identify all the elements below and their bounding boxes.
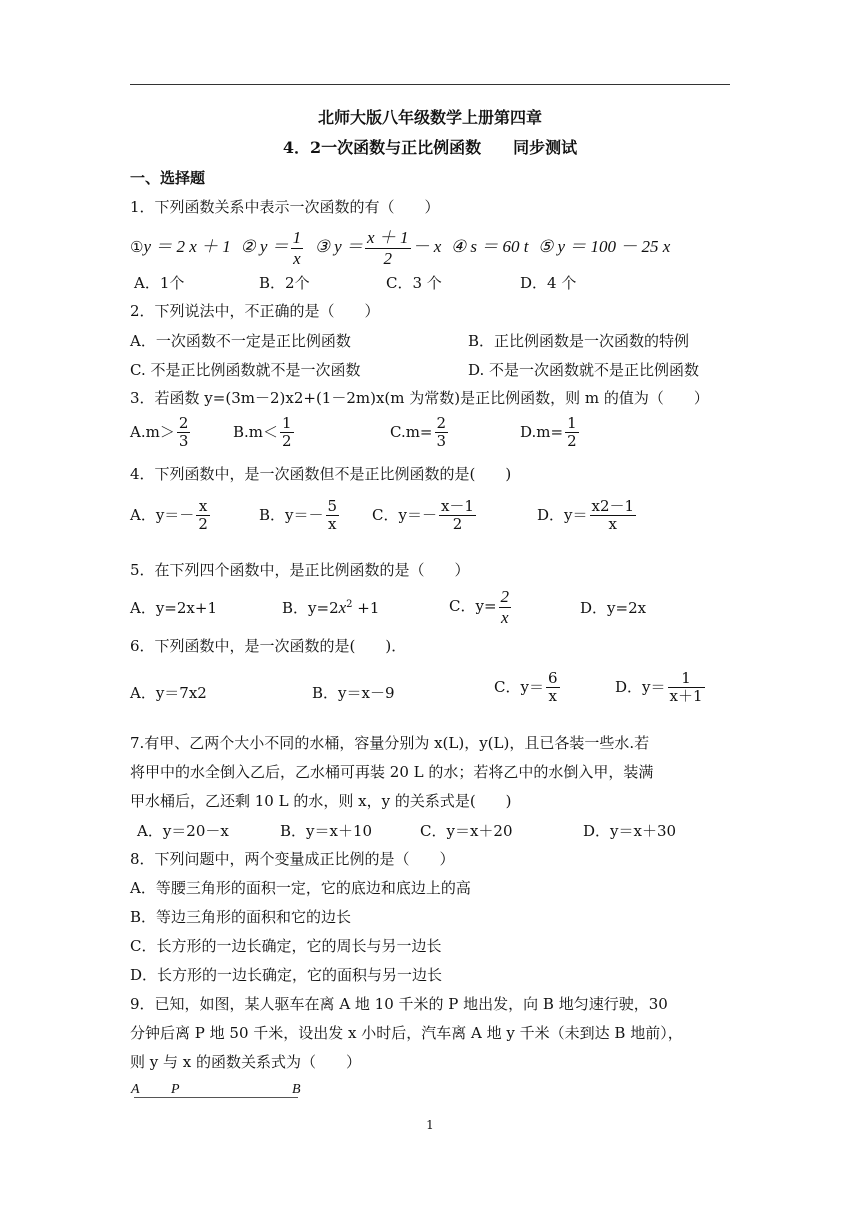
q1-f1-prefix: ① bbox=[130, 238, 144, 257]
q6-option-c bbox=[494, 670, 562, 706]
q1-f3-den: 2 bbox=[365, 248, 411, 269]
q4-b-den: x bbox=[326, 515, 340, 533]
q3-stem: 3．若函数 y=(3m－2)x2+(1－2m)x(m 为常数)是正比例函数，则 m 的值为（ ） bbox=[130, 389, 709, 407]
q5-b-suffix: +1 bbox=[352, 599, 380, 617]
q2-option-c: C. 不是正比例函数就不是一次函数 bbox=[130, 361, 361, 379]
q4-c-num: x－1 bbox=[440, 497, 474, 515]
q4-b-fraction bbox=[326, 498, 340, 534]
doc-subtitle: 4．2一次函数与正比例函数 同步测试 bbox=[282, 138, 578, 157]
q9-figure-label-p: P bbox=[171, 1082, 180, 1097]
q6-d-prefix: D．y＝ bbox=[615, 677, 666, 696]
q5-c-num: 2 bbox=[500, 587, 510, 606]
q3-d-num: 1 bbox=[567, 414, 577, 432]
q5-option-a: A．y=2x+1 bbox=[130, 599, 217, 617]
q3-d-fraction bbox=[565, 415, 579, 451]
q9-line-1: 9．已知，如图，某人驱车在离 A 地 10 千米的 P 地出发，向 B 地匀速行驶，30 bbox=[130, 995, 668, 1013]
q3-c-num: 2 bbox=[436, 414, 447, 432]
q1-option-b: B．2个 bbox=[259, 274, 310, 292]
q3-c-den: 3 bbox=[436, 432, 447, 451]
q6-stem: 6．下列函数中，是一次函数的是( )． bbox=[130, 637, 407, 655]
section-heading: 一、选择题 bbox=[130, 169, 206, 187]
q3-b-den: 2 bbox=[282, 432, 292, 451]
q3-a-den: 3 bbox=[178, 432, 189, 451]
q4-a-fraction bbox=[196, 498, 210, 534]
q4-stem: 4．下列函数中，是一次函数但不是正比例函数的是( ) bbox=[130, 465, 512, 483]
q7-line-2: 将甲中的水全倒入乙后，乙水桶可再装 20 L 的水；若将乙中的水倒入甲，装满 bbox=[130, 763, 654, 781]
q7-option-a: A．y＝20－x bbox=[137, 822, 229, 840]
q1-f4: ④ s ＝ 60 t bbox=[450, 237, 529, 257]
q4-b-prefix: B．y＝－ bbox=[259, 505, 324, 524]
q5-c-prefix: C．y= bbox=[449, 597, 497, 616]
q4-d-den: x bbox=[590, 515, 637, 533]
q1-f1: y ＝ 2 x ＋ 1 bbox=[143, 237, 231, 257]
q1-f3-num: x ＋ 1 bbox=[366, 228, 409, 247]
q4-a-prefix: A．y＝－ bbox=[130, 505, 195, 524]
q6-d-den: x＋1 bbox=[669, 687, 703, 706]
q6-option-d bbox=[615, 670, 707, 706]
q3-option-a bbox=[130, 415, 192, 451]
q2-option-d: D. 不是一次函数就不是正比例函数 bbox=[468, 361, 700, 379]
q5-option-b bbox=[282, 597, 379, 618]
q7-option-b: B．y＝x＋10 bbox=[280, 822, 373, 840]
q7-line-1: 7.有甲、乙两个大小不同的水桶，容量分别为 x(L)，y(L)，且已各装一些水.若 bbox=[130, 734, 650, 752]
q5-stem: 5．在下列四个函数中，是正比例函数的是（ ） bbox=[130, 561, 470, 579]
q2-option-b: B．正比例函数是一次函数的特例 bbox=[468, 332, 690, 350]
q4-d-fraction bbox=[590, 498, 637, 534]
q9-figure-label-a: A bbox=[131, 1082, 140, 1097]
q3-c-prefix: C.m= bbox=[390, 422, 433, 441]
q4-a-num: x bbox=[198, 497, 208, 515]
q1-f2-den: x bbox=[291, 248, 304, 269]
q3-option-d bbox=[520, 415, 581, 451]
q9-figure-label-b: B bbox=[292, 1082, 301, 1097]
q4-option-a bbox=[130, 498, 212, 534]
q8-stem: 8．下列问题中，两个变量成正比例的是（ ） bbox=[130, 850, 455, 868]
q6-d-fraction bbox=[668, 670, 705, 706]
q4-option-d bbox=[537, 498, 638, 534]
q1-stem: 1．下列函数关系中表示一次函数的有（ ） bbox=[130, 198, 440, 216]
q1-f3-fraction bbox=[365, 228, 411, 268]
q3-b-prefix: B.m＜ bbox=[233, 422, 279, 441]
q9-figure-segment bbox=[134, 1097, 298, 1098]
q4-option-b bbox=[259, 498, 341, 534]
q4-option-c bbox=[372, 498, 478, 534]
q2-stem: 2．下列说法中，不正确的是（ ） bbox=[130, 302, 380, 320]
q9-line-3: 则 y 与 x 的函数关系式为（ ） bbox=[130, 1053, 362, 1071]
q8-option-a: A．等腰三角形的面积一定，它的底边和底边上的高 bbox=[130, 879, 471, 897]
q4-d-prefix: D．y＝ bbox=[537, 505, 588, 524]
q5-c-fraction bbox=[499, 587, 512, 627]
q1-formulas bbox=[130, 228, 670, 268]
header-rule bbox=[130, 84, 730, 85]
q3-a-prefix: A.m＞ bbox=[130, 422, 175, 441]
q3-b-fraction bbox=[280, 415, 294, 451]
q6-option-a: A．y＝7x2 bbox=[130, 684, 207, 702]
q4-c-fraction bbox=[439, 498, 476, 534]
q3-d-den: 2 bbox=[567, 432, 577, 451]
q1-option-a: A．1个 bbox=[134, 274, 185, 292]
q3-b-num: 1 bbox=[282, 414, 292, 432]
q4-c-prefix: C．y＝－ bbox=[372, 505, 437, 524]
q6-c-num: 6 bbox=[547, 669, 558, 687]
q3-option-c bbox=[390, 415, 450, 451]
q3-c-fraction bbox=[435, 415, 449, 451]
q7-option-c: C．y＝x＋20 bbox=[420, 822, 513, 840]
q1-f3-suffix: － x bbox=[412, 237, 442, 257]
q6-c-den: x bbox=[546, 687, 560, 705]
q1-f3-prefix: ③ y ＝ bbox=[314, 237, 363, 257]
q5-b-var: x bbox=[338, 598, 347, 617]
q5-option-d: D．y=2x bbox=[580, 599, 647, 617]
q1-f2-prefix: ② y ＝ bbox=[240, 237, 289, 257]
q6-d-num: 1 bbox=[681, 669, 691, 687]
q4-c-den: 2 bbox=[439, 515, 476, 533]
q3-d-prefix: D.m= bbox=[520, 422, 564, 441]
q3-option-b bbox=[233, 415, 296, 451]
q4-b-num: 5 bbox=[327, 497, 338, 515]
q1-f5: ⑤ y ＝ 100 － 25 x bbox=[538, 237, 671, 257]
q5-c-den: x bbox=[499, 607, 512, 628]
q1-f2-num: 1 bbox=[292, 228, 302, 247]
q3-a-fraction bbox=[177, 415, 191, 451]
q8-option-c: C．长方形的一边长确定，它的周长与另一边长 bbox=[130, 937, 442, 955]
q6-c-fraction bbox=[546, 670, 560, 706]
q5-option-c bbox=[449, 587, 513, 627]
q5-b-prefix: B．y=2 bbox=[282, 599, 339, 617]
q6-c-prefix: C．y＝ bbox=[494, 677, 544, 696]
q7-option-d: D．y＝x＋30 bbox=[583, 822, 677, 840]
q4-a-den: 2 bbox=[198, 515, 208, 534]
q6-option-b: B．y＝x－9 bbox=[312, 684, 395, 702]
q4-d-num: x2－1 bbox=[591, 497, 635, 515]
q5-b-exponent: 2 bbox=[346, 599, 353, 610]
q1-option-c: C．3 个 bbox=[386, 274, 442, 292]
page-number: 1 bbox=[426, 1118, 434, 1132]
q8-option-d: D．长方形的一边长确定，它的面积与另一边长 bbox=[130, 966, 443, 984]
q9-line-2: 分钟后离 P 地 50 千米，设出发 x 小时后，汽车离 A 地 y 千米（未到达 B 地前）， bbox=[130, 1024, 683, 1042]
q3-a-num: 2 bbox=[178, 414, 189, 432]
q1-option-d: D．4 个 bbox=[520, 274, 577, 292]
doc-title: 北师大版八年级数学上册第四章 bbox=[317, 108, 542, 127]
q7-line-3: 甲水桶后，乙还剩 10 L 的水，则 x，y 的关系式是( ) bbox=[130, 792, 512, 810]
q8-option-b: B．等边三角形的面积和它的边长 bbox=[130, 908, 352, 926]
q2-option-a: A．一次函数不一定是正比例函数 bbox=[130, 332, 351, 350]
q1-f2-fraction bbox=[291, 228, 304, 268]
